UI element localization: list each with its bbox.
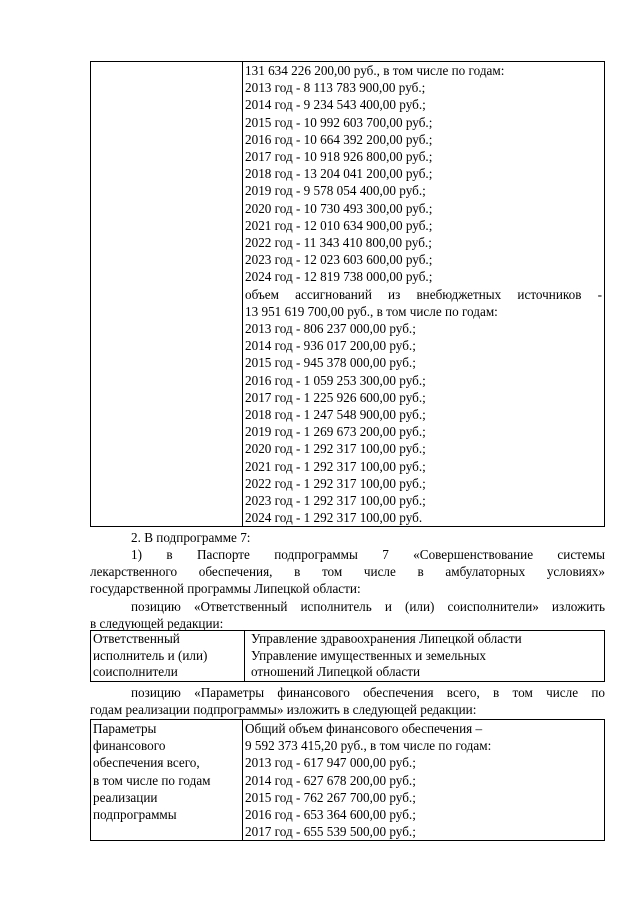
- table1-line: 2016 год - 10 664 392 200,00 руб.;: [245, 131, 433, 147]
- table1-line: 2014 год - 936 017 200,00 руб.;: [245, 338, 416, 354]
- table3-label-line: финансового: [93, 738, 166, 754]
- paragraph-position-financing: [90, 684, 605, 718]
- table2-value-line: Управление здравоохранения Липецкой области: [251, 631, 522, 646]
- table3-value-line: Общий объем финансового обеспечения –: [245, 721, 483, 736]
- table1-value-cell: [243, 62, 605, 527]
- table2-label-line: соисполнители: [93, 664, 178, 679]
- table1-line: 2015 год - 945 378 000,00 руб.;: [245, 355, 416, 371]
- table1-line: 2022 год - 11 343 410 800,00 руб.;: [245, 235, 432, 251]
- table3-value-line: 2014 год - 627 678 200,00 руб.;: [245, 772, 416, 788]
- table1-line: 2023 год - 12 023 603 600,00 руб.;: [245, 252, 433, 268]
- table3-label-line: в том числе по годам: [93, 772, 211, 788]
- paragraph-line: в следующей редакции:: [90, 616, 224, 632]
- table3-label-line: подпрограммы: [93, 807, 177, 823]
- table3-value-line: 2015 год - 762 267 700,00 руб.;: [245, 789, 416, 805]
- table1-line: 2024 год - 12 819 738 000,00 руб.;: [245, 269, 433, 285]
- financing-parameters-table: [90, 719, 605, 841]
- table1-line: 2017 год - 10 918 926 800,00 руб.;: [245, 149, 433, 165]
- table1-line: 2022 год - 1 292 317 100,00 руб.;: [245, 475, 426, 491]
- table3-value-cell: [243, 720, 605, 841]
- table3-label-line: реализации: [93, 789, 158, 805]
- table1-line: 2021 год - 1 292 317 100,00 руб.;: [245, 458, 426, 474]
- table1-line: 131 634 226 200,00 руб., в том числе по годам:: [245, 63, 505, 78]
- table1-line: 2024 год - 1 292 317 100,00 руб.: [245, 510, 423, 526]
- table3-label-line: обеспечения всего,: [93, 755, 200, 771]
- table1-line: 13 951 619 700,00 руб., в том числе по годам:: [245, 303, 498, 319]
- paragraph-line: позицию «Параметры финансового обеспечения всего, в том числе по: [131, 685, 605, 700]
- table1-label-cell: [91, 62, 243, 527]
- paragraph-line: 1) в Паспорте подпрограммы 7 «Совершенствование системы: [131, 547, 605, 562]
- table1-line: 2023 год - 1 292 317 100,00 руб.;: [245, 493, 426, 509]
- paragraph-position-responsible: [90, 598, 605, 632]
- table1-line: 2019 год - 9 578 054 400,00 руб.;: [245, 183, 426, 199]
- table1-line: 2015 год - 10 992 603 700,00 руб.;: [245, 114, 433, 130]
- table2-label-line: Ответственный: [93, 631, 180, 646]
- table2-value-cell: [245, 631, 605, 682]
- table1-line: 2021 год - 12 010 634 900,00 руб.;: [245, 217, 433, 233]
- paragraph-line: годам реализации подпрограммы» изложить в следующей редакции:: [90, 702, 477, 718]
- paragraph-line: позицию «Ответственный исполнитель и (или) соисполнители» изложить: [131, 599, 605, 614]
- table3-value-line: 2013 год - 617 947 000,00 руб.;: [245, 755, 416, 771]
- responsible-executor-table: [90, 630, 605, 682]
- table2-label-cell: [91, 631, 245, 682]
- table2-value-line: Управление имущественных и земельных: [251, 647, 486, 663]
- table3-value-line: 9 592 373 415,20 руб., в том числе по годам:: [245, 738, 492, 754]
- table3-label-cell: [91, 720, 243, 841]
- table3-label-line: Параметры: [93, 721, 157, 736]
- paragraph-line: государственной программы Липецкой области:: [90, 581, 361, 597]
- table3-value-line: 2016 год - 653 364 600,00 руб.;: [245, 807, 416, 823]
- table1-line: 2019 год - 1 269 673 200,00 руб.;: [245, 424, 426, 440]
- table1-line: 2013 год - 806 237 000,00 руб.;: [245, 321, 416, 337]
- paragraph-passport: [90, 546, 605, 598]
- table1-line: 2016 год - 1 059 253 300,00 руб.;: [245, 372, 426, 388]
- paragraph-line: лекарственного обеспечения, в том числе в амбулаторных условиях»: [90, 564, 605, 580]
- table1-line: 2017 год - 1 225 926 600,00 руб.;: [245, 389, 426, 405]
- table1-line: 2014 год - 9 234 543 400,00 руб.;: [245, 97, 426, 113]
- table1-line: 2018 год - 1 247 548 900,00 руб.;: [245, 407, 426, 423]
- section-heading: 2. В подпрограмме 7:: [131, 530, 251, 545]
- table1-line: 2020 год - 1 292 317 100,00 руб.;: [245, 441, 426, 457]
- table1-line: 2013 год - 8 113 783 900,00 руб.;: [245, 80, 426, 96]
- table1-line: 2020 год - 10 730 493 300,00 руб.;: [245, 200, 433, 216]
- funding-table-continued: [90, 61, 605, 527]
- table1-line: объем ассигнований из внебюджетных источников -: [245, 286, 602, 302]
- table2-label-line: исполнитель и (или): [93, 647, 208, 663]
- table2-value-line: отношений Липецкой области: [251, 664, 421, 679]
- table3-value-line: 2017 год - 655 539 500,00 руб.;: [245, 824, 416, 840]
- table1-line: 2018 год - 13 204 041 200,00 руб.;: [245, 166, 433, 182]
